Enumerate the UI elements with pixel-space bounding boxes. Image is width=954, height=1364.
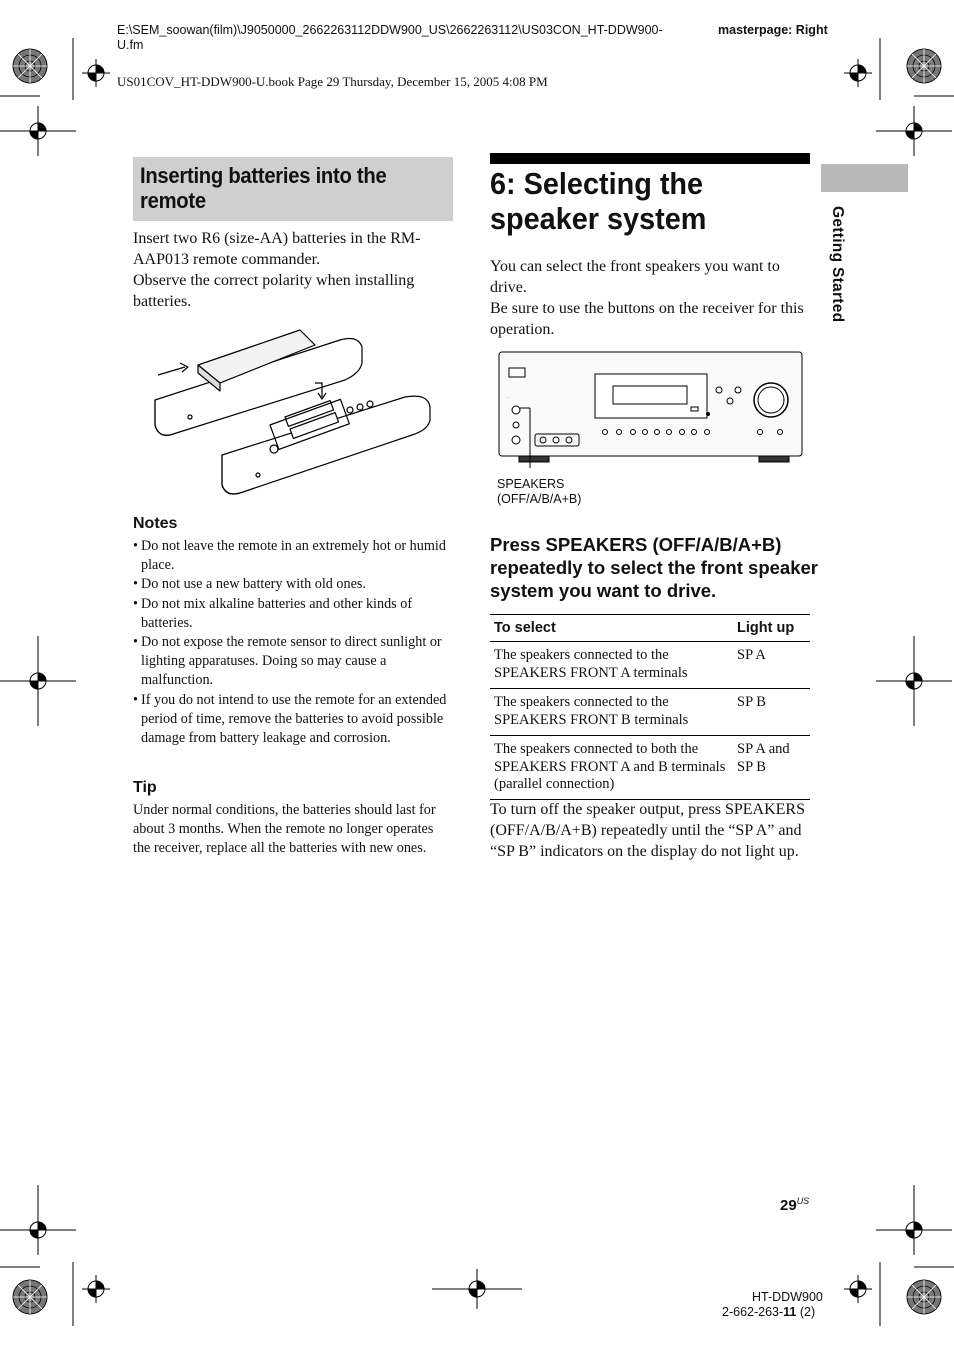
table-row: [490, 642, 810, 689]
model-number: HT-DDW900: [752, 1290, 823, 1304]
chapter-tab-label: Getting Started: [829, 206, 846, 323]
tip-heading: Tip: [133, 779, 157, 796]
speakers-button-callout: [497, 477, 581, 507]
page-number-value: 29: [780, 1197, 797, 1214]
panel-fine-print: ·····: [505, 395, 510, 399]
left-section-title: Inserting batteries into the remote: [140, 163, 387, 213]
notes-list: [133, 537, 453, 748]
table-row: [490, 689, 810, 736]
part-number-revision: 11: [783, 1305, 797, 1319]
header-book-line: US01COV_HT-DDW900-U.book Page 29 Thursday, December 15, 2005 4:08 PM: [117, 74, 548, 89]
right-section-title: 6: Selecting the speaker system: [490, 166, 707, 236]
receiver-front-panel-illustration: [497, 350, 807, 468]
speaker-selection-table: [490, 614, 810, 800]
right-intro-paragraph: Be sure to use the buttons on the receiver for this operation.: [490, 300, 804, 338]
column-header: Light up: [733, 615, 810, 642]
section-rule: [490, 153, 810, 164]
press-speakers-instruction: Press SPEAKERS (OFF/A/B/A+B) repeatedly to select the front speaker system you want to drive.: [490, 534, 818, 601]
part-number: [722, 1305, 815, 1319]
right-intro-paragraph: You can select the front speakers you want to drive.: [490, 258, 780, 296]
note-item: • If you do not intend to use the remote for an extended period of time, remove the batteries to avoid possible damage from battery leakage and corrosion.: [133, 691, 453, 749]
left-intro-paragraph: Insert two R6 (size-AA) batteries in the RM-AAP013 remote commander.: [133, 230, 421, 268]
header-masterpage: masterpage: Right: [718, 23, 828, 37]
right-intro: [490, 256, 815, 340]
table-cell: SP B: [733, 689, 810, 736]
left-intro: [133, 228, 458, 312]
note-item: • Do not mix alkaline batteries and other kinds of batteries.: [133, 595, 453, 633]
table-cell: SP A: [733, 642, 810, 689]
table-row: [490, 736, 810, 800]
header-file-path: E:\SEM_soowan(film)\J9050000_2662263112DDW900_US\2662263112\US03CON_HT-DDW900-U.fm: [117, 23, 663, 52]
table-cell: SP A and SP B: [733, 736, 810, 800]
speakers-callout-line2: (OFF/A/B/A+B): [497, 492, 582, 506]
speakers-callout-line1: SPEAKERS: [497, 477, 565, 491]
left-section-heading-box: [133, 157, 453, 221]
note-item: • Do not expose the remote sensor to direct sunlight or lighting apparatuses. Doing so may cause a malfunction.: [133, 633, 453, 691]
table-header-row: [490, 615, 810, 642]
part-number-prefix: 2-662-263-: [722, 1305, 784, 1319]
notes-heading: Notes: [133, 515, 178, 532]
table-cell: The speakers connected to both the SPEAKERS FRONT A and B terminals (parallel connection): [490, 736, 733, 800]
table-cell: The speakers connected to the SPEAKERS FRONT A terminals: [490, 642, 733, 689]
left-intro-paragraph: Observe the correct polarity when installing batteries.: [133, 272, 415, 310]
note-item: • Do not leave the remote in an extremely hot or humid place.: [133, 537, 453, 575]
table-cell: The speakers connected to the SPEAKERS FRONT B terminals: [490, 689, 733, 736]
page-number: [780, 1196, 809, 1214]
note-item: • Do not use a new battery with old ones.: [133, 575, 453, 594]
page-number-suffix: US: [796, 1196, 810, 1206]
part-number-suffix: (2): [796, 1305, 816, 1319]
column-header: To select: [490, 615, 733, 642]
turn-off-instruction: To turn off the speaker output, press SPEAKERS (OFF/A/B/A+B) repeatedly until the “SP A” and “SP B” indicators on the display do not light up.: [490, 801, 805, 860]
chapter-tab: [821, 164, 908, 192]
remote-battery-illustration: [150, 325, 435, 500]
tip-text: Under normal conditions, the batteries should last for about 3 months. When the remote no longer operates the receiver, replace all the batteries with new ones.: [133, 802, 436, 857]
